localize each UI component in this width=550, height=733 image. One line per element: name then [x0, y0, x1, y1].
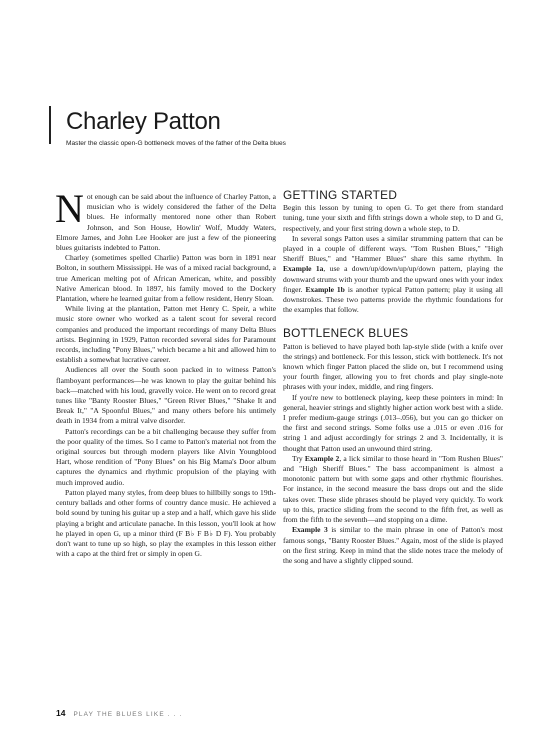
body-paragraph: Patton's recordings can be a bit challenging because they suffer from the poor quality of the times. So I came to Patton's material not from the original sources but through modern players like Alvin Youngblood Hart, whose rendition of "Pony Blues" on his Big Mama's Door album captures the dynamics and rhythmic propulsion of the playing with much improved audio.	[56, 426, 276, 487]
text-run: Try	[292, 453, 305, 463]
page-title: Charley Patton	[66, 108, 221, 135]
body-paragraph	[283, 234, 503, 316]
drop-cap: N	[55, 186, 84, 231]
body-paragraph	[283, 454, 503, 525]
page-subtitle: Master the classic open-G bottleneck moves of the father of the Delta blues	[66, 140, 286, 147]
example-ref: Example 1a	[283, 264, 324, 274]
text-run: is another typical Patton pattern; play it using all downstrokes. These two patterns provide the rhythmic foundations for the examples that follow.	[283, 284, 503, 315]
title-rule	[49, 106, 51, 144]
body-paragraph: While living at the plantation, Patton met Henry C. Speir, a white music store owner who worked as a talent scout for several record companies and produced the important recordings of many Delta Blues artists. Beginning in 1929, Patton recorded several sides for Paramount records, including "Pony Blues," which became a hit and allowed him to establish a somewhat lucrative career.	[56, 304, 276, 365]
body-paragraph: Begin this lesson by tuning to open G. To get there from standard tuning, tune your sixth and fifth strings down a whole step, to D and G, respectively, and your first string down a whole step, to D.	[283, 203, 503, 233]
section-heading-bottleneck-blues: BOTTLENECK BLUES	[283, 326, 409, 341]
text-run: , a lick similar to those heard in "Tom Rushen Blues" and "High Sheriff Blues." The bass accompaniment is almost a monotonic pattern but with some gaps and other rhythmic flourishes. For instance, in the second measure the bass drops out and the slide takes over. These slide phrases should be played very quickly. To work up to this, practice sliding from the second to the fifth fret, as well as from the fifth to the seventh—and stopping on a dime.	[283, 453, 504, 525]
left-column	[55, 186, 276, 559]
running-title: PLAY THE BLUES LIKE . . .	[73, 711, 183, 718]
example-ref: Example 1b	[305, 284, 345, 294]
intro-text: ot enough can be said about the influence of Charley Patton, a musician who is widely considered the father of the Delta blues. He informally mentored none other than Robert Johnson, and Son House, Howlin' Wolf, Muddy Waters, Elmore James, and John Lee Hooker are just a few of the pioneering blues guitarists indebted to Patton.	[56, 192, 276, 253]
page-number: 14	[56, 708, 66, 718]
text-run: , use a down/up/down/up/up/down pattern, playing the downward strums with your thumb and the upward ones with your index finger.	[283, 264, 503, 294]
example-ref: Example 3	[292, 525, 328, 535]
intro-paragraph	[55, 186, 276, 253]
body-paragraph: If you're new to bottleneck playing, keep these pointers in mind: In general, heavier strings and slightly higher action work best with a slide. I prefer medium-gauge strings (.013–.056), but you can go thicker on the first and second strings. Some folks use a .015 or even .016 for string 1 and adjust accordingly for strings 2 and 3. Incidentally, it is thought that Patton used an unwound third string.	[283, 392, 503, 453]
text-run: In several songs Patton uses a similar strumming pattern that can be played in a couple of different ways. "Tom Rushen Blues," "High Sheriff Blues," and "Hammer Blues" share this same rhythm. In	[283, 233, 503, 264]
body-paragraph: Audiences all over the South soon packed in to witness Patton's flamboyant performances—he was known to play the guitar behind his back—matched with his loud, gravelly voice. He went on to record great tunes like "Banty Rooster Blues," "Green River Blues," "Shake It and Break It," "A Spoonful Blues," and many others before his untimely death in 1934 from a mitral valve disorder.	[56, 365, 276, 426]
text-run: is similar to the main phrase in one of Patton's most famous songs, "Banty Rooster Blues." Again, most of the slide is played on the first string. Keep in mind that the slide notes trace the melody of the song and have a slightly clipped sound.	[283, 525, 503, 565]
body-paragraph	[283, 525, 503, 566]
body-paragraph: Patton played many styles, from deep blues to hillbilly songs to 19th-century ballads and other forms of country dance music. He achieved a bold sound by tuning his guitar up a step and a half, which gave his slide playing a bright and articulate panache. In this lesson, you'll look at how he played in open G, up a minor third (F B♭ F B♭ D F). You probably don't want to tune up so high, so play the examples in this lesson either with a capo at the third fret or simply in open G.	[56, 487, 276, 559]
body-paragraph: Charley (sometimes spelled Charlie) Patton was born in 1891 near Bolton, in southern Mississippi. He was of a mixed racial background, a true American melting pot of African American, white, and possibly Native American blood. In 1897, his family moved to the Dockery Plantation, where he learned guitar from a fellow resident, Henry Sloan.	[56, 253, 276, 304]
body-paragraph: Patton is believed to have played both lap-style slide (with a knife over the strings) and bottleneck. For this lesson, stick with bottleneck. It's not known which finger Patton placed the slide on, but I recommend using your fourth finger, allowing you to fret chords and play single-note phrases with your index, middle, and ring fingers.	[283, 341, 503, 392]
page-footer	[56, 703, 183, 721]
example-ref: Example 2	[304, 453, 340, 463]
section-heading-getting-started: GETTING STARTED	[283, 188, 398, 202]
right-column	[283, 190, 503, 566]
